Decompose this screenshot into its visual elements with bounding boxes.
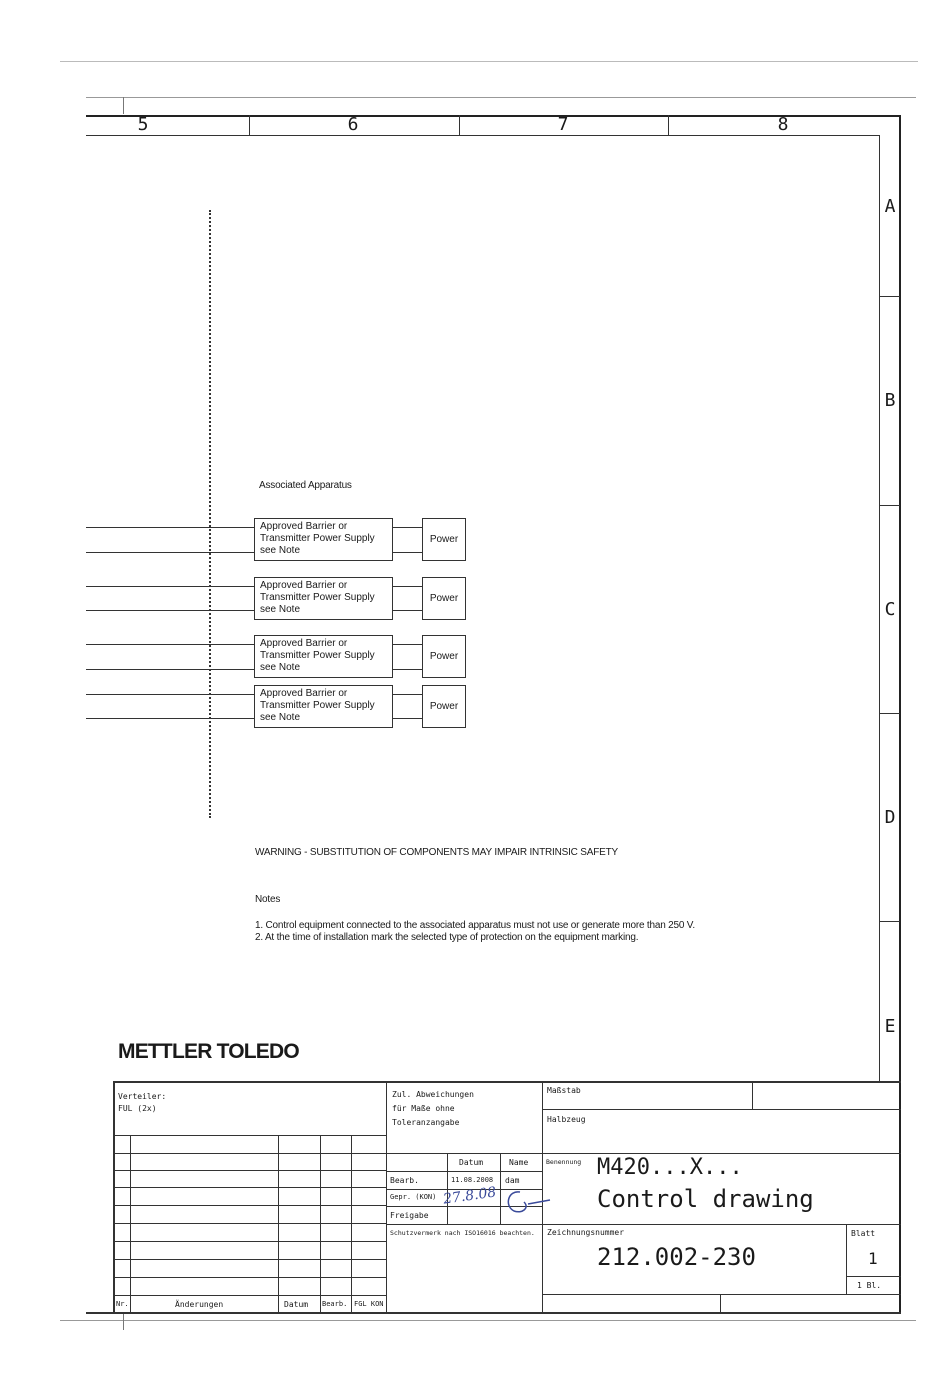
freigabe-label: Freigabe: [390, 1211, 429, 1220]
title-block-left-line: [113, 1081, 115, 1313]
rev-header-nr: Nr.: [116, 1300, 129, 1308]
page-header-rule: [60, 61, 918, 62]
datum-header: Datum: [459, 1158, 484, 1167]
note-item: 1. Control equipment connected to the associated apparatus must not use or generate more than 250 V.: [255, 920, 695, 931]
approval-grid-col: [447, 1153, 448, 1224]
area-boundary-dashed-line: [209, 210, 211, 818]
power-box: Power: [422, 685, 466, 728]
verteiler-label: Verteiler:: [118, 1092, 167, 1101]
sheet-top-edge: [86, 97, 916, 98]
sheet-bottom-edge: [60, 1320, 916, 1321]
row-divider: [879, 713, 900, 714]
gepr-label: Gepr. (KON): [390, 1193, 437, 1201]
blatt-total: 1 Bl.: [857, 1281, 882, 1290]
approval-grid-row: [386, 1171, 543, 1172]
revision-grid-row: [113, 1241, 387, 1242]
wire: [86, 644, 254, 645]
rev-header-datum: Datum: [284, 1300, 309, 1309]
blatt-label: Blatt: [851, 1229, 876, 1238]
revision-grid-row: [113, 1205, 387, 1206]
power-box: Power: [422, 635, 466, 678]
title-block-row: [542, 1224, 901, 1225]
sheet-trim-mark-bottom: [123, 1313, 124, 1330]
benennung-label: Benennung: [546, 1158, 582, 1166]
title-block-top-line: [113, 1081, 901, 1083]
revision-grid-row: [113, 1295, 387, 1296]
drawing-number: 212.002-230: [597, 1243, 756, 1271]
notes-heading: Notes: [255, 894, 281, 905]
column-number: 7: [557, 114, 569, 135]
title-block-row: [542, 1294, 901, 1295]
tolerance-line: Zul. Abweichungen: [392, 1090, 474, 1099]
revision-grid-row: [113, 1223, 387, 1224]
column-number: 5: [137, 114, 149, 135]
approval-grid-top: [386, 1153, 543, 1154]
title-block-divider: [386, 1081, 387, 1313]
barrier-box: Approved Barrier or Transmitter Power Supply see Note: [254, 518, 393, 561]
column-divider: [668, 115, 669, 135]
title-block-row: [542, 1109, 901, 1110]
wire: [86, 694, 254, 695]
bearb-date: 11.08.2008: [451, 1176, 494, 1184]
revision-grid-row: [113, 1259, 387, 1260]
wire: [86, 527, 254, 528]
wire: [393, 644, 422, 645]
wire: [393, 527, 422, 528]
revision-grid-col: [130, 1135, 131, 1313]
name-header: Name: [509, 1158, 529, 1167]
rev-header-fgl: FGL KON: [354, 1300, 384, 1308]
wire: [393, 610, 422, 611]
zeichnungsnummer-label: Zeichnungsnummer: [547, 1228, 625, 1237]
wire: [393, 552, 422, 553]
title-block-bottom-line: [86, 1312, 901, 1314]
gepr-date-handwritten: 27.8.08: [442, 1184, 498, 1208]
power-box: Power: [422, 518, 466, 561]
revision-grid-row: [113, 1153, 387, 1154]
drawing-title-line1: M420...X...: [597, 1155, 743, 1180]
drawing-title-line2: Control drawing: [597, 1185, 814, 1213]
column-divider: [249, 115, 250, 135]
row-letter: C: [884, 599, 896, 620]
power-box: Power: [422, 577, 466, 620]
row-divider: [879, 505, 900, 506]
tolerance-line: für Maße ohne: [392, 1104, 455, 1113]
bearb-label: Bearb.: [390, 1176, 419, 1185]
blatt-value: 1: [868, 1249, 878, 1268]
approval-grid-row: [386, 1224, 543, 1225]
row-divider: [879, 296, 900, 297]
warning-text: WARNING - SUBSTITUTION OF COMPONENTS MAY IMPAIR INTRINSIC SAFETY: [255, 847, 618, 858]
halbzeug-label: Halbzeug: [547, 1115, 586, 1124]
row-letter: B: [884, 390, 896, 411]
verteiler-value: FUL (2x): [118, 1104, 157, 1113]
wire: [86, 610, 254, 611]
note-item: 2. At the time of installation mark the selected type of protection on the equipment marking.: [255, 932, 639, 943]
wire: [86, 718, 254, 719]
wire: [393, 718, 422, 719]
barrier-box: Approved Barrier or Transmitter Power Supply see Note: [254, 685, 393, 728]
title-block-divider: [720, 1294, 721, 1313]
row-letter: E: [884, 1016, 896, 1037]
title-block-row: [542, 1153, 901, 1154]
barrier-box: Approved Barrier or Transmitter Power Supply see Note: [254, 577, 393, 620]
revision-grid-row: [113, 1277, 387, 1278]
associated-apparatus-label: Associated Apparatus: [259, 480, 352, 491]
approval-signature: [500, 1186, 552, 1218]
barrier-box: Approved Barrier or Transmitter Power Supply see Note: [254, 635, 393, 678]
wire: [86, 552, 254, 553]
row-divider: [879, 921, 900, 922]
revision-grid-row: [113, 1187, 387, 1188]
mettler-toledo-logo: METTLER TOLEDO: [118, 1040, 299, 1063]
wire: [86, 669, 254, 670]
revision-grid-row: [113, 1170, 387, 1171]
protection-note: Schutzvermerk nach ISO16016 beachten.: [390, 1229, 535, 1237]
wire: [86, 586, 254, 587]
row-letter: A: [884, 196, 896, 217]
wire: [393, 586, 422, 587]
title-block-divider: [752, 1081, 753, 1109]
rev-header-bearb: Bearb.: [322, 1300, 348, 1308]
revision-grid-col: [351, 1135, 352, 1313]
tolerance-line: Toleranzangabe: [392, 1118, 460, 1127]
sheet-trim-mark-top: [123, 97, 124, 114]
massstab-label: Maßstab: [547, 1086, 581, 1095]
revision-grid-top: [113, 1135, 387, 1136]
rev-header-aenderungen: Änderungen: [175, 1300, 224, 1309]
column-number: 8: [777, 114, 789, 135]
column-header-bottom-line: [86, 135, 880, 136]
blatt-total-line: [846, 1276, 901, 1277]
wire: [393, 669, 422, 670]
revision-grid-col: [320, 1135, 321, 1313]
revision-grid-col: [278, 1135, 279, 1313]
bearb-name: dam: [505, 1176, 520, 1185]
column-divider: [459, 115, 460, 135]
row-letter: D: [884, 807, 896, 828]
column-number: 6: [347, 114, 359, 135]
blatt-divider: [846, 1224, 847, 1294]
wire: [393, 694, 422, 695]
